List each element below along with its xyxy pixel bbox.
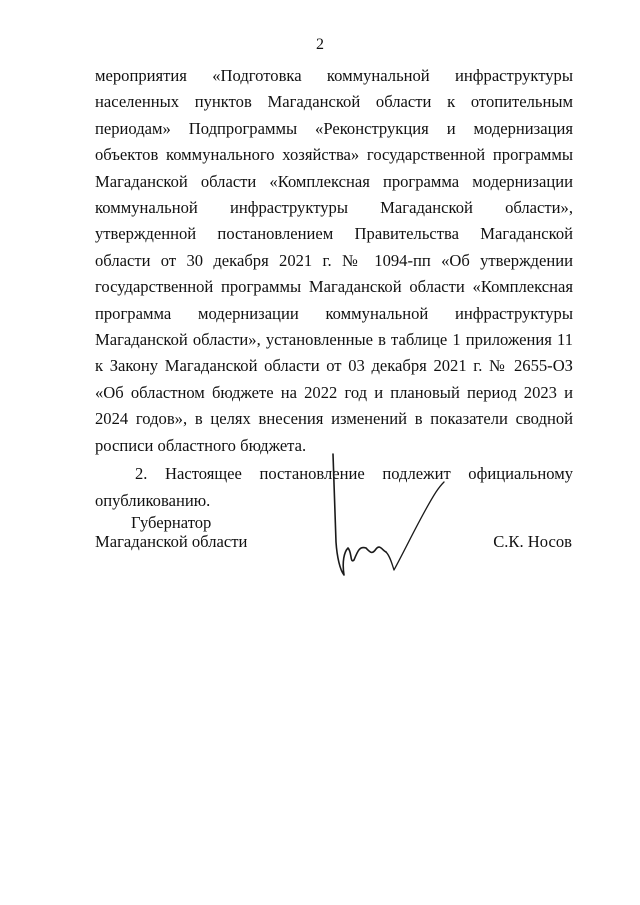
signatory-title-line-2: Магаданской области — [95, 532, 248, 551]
document-body — [95, 63, 573, 514]
signer-name: С.К. Носов — [493, 532, 572, 551]
signatory-title — [95, 513, 247, 551]
paragraph-1: мероприятия «Подготовка коммунальной инфраструктуры населенных пунктов Магаданской области к отопительным периодам» Подпрограммы «Реконструкция и модернизация объектов коммунального хозяйства» государственной программы Магаданской области «Комплексная программа модернизации коммунальной инфраструктуры Магаданской области», утвержденной постановлением Правительства Магаданской области от 30 декабря 2021 г. № 1094-пп «Об утверждении государственной программы Магаданской области «Комплексная программа модернизации коммунальной инфраструктуры Магаданской области», установленные в таблице 1 приложения 11 к Закону Магаданской области от 03 декабря 2021 г. № 2655-ОЗ «Об областном бюджете на 2022 год и плановый период 2023 и 2024 годов», в целях внесения изменений в показатели сводной росписи областного бюджета. — [95, 66, 573, 455]
page-number: 2 — [316, 36, 324, 53]
signatory-title-line-1: Губернатор — [130, 513, 212, 532]
paragraph-2: 2. Настоящее постановление подлежит официальному опубликованию. — [95, 464, 573, 510]
handwritten-signature — [328, 452, 458, 582]
